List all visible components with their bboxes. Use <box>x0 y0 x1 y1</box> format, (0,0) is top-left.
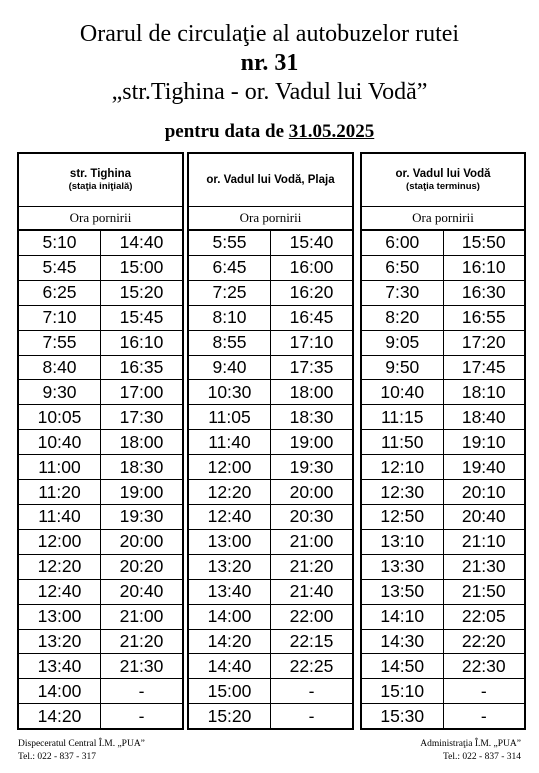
departure-time: 22:20 <box>443 630 525 654</box>
table-row <box>189 505 352 530</box>
stop-name: str. Tighina <box>69 168 132 180</box>
departure-time: 16:10 <box>100 331 182 355</box>
departure-time: 17:30 <box>100 405 182 429</box>
table-row <box>189 654 352 679</box>
departure-time: 15:50 <box>443 231 525 255</box>
departure-time: 19:10 <box>443 430 525 454</box>
table-row <box>362 331 524 356</box>
departure-time: 14:40 <box>100 231 182 255</box>
departure-time: 12:40 <box>37 581 82 602</box>
table-row <box>19 505 182 530</box>
departure-time: 22:30 <box>443 654 525 678</box>
timetable-vadul-lui-voda-plaja <box>187 152 354 730</box>
table-row <box>19 630 182 655</box>
table-row <box>189 380 352 405</box>
departure-time: 14:20 <box>37 705 82 726</box>
departure-time: 20:40 <box>100 580 182 604</box>
table-row <box>362 555 524 580</box>
table-row <box>19 231 182 256</box>
table-row <box>362 455 524 480</box>
footer-dispatch-contact <box>18 738 145 764</box>
departure-time: 6:00 <box>385 232 420 253</box>
departure-time: 16:35 <box>100 356 182 380</box>
table-row <box>19 480 182 505</box>
departure-time: 12:00 <box>207 456 252 477</box>
departure-time: 9:40 <box>212 356 247 377</box>
departure-time: 14:50 <box>380 655 425 676</box>
table-row <box>189 405 352 430</box>
departure-time: 18:00 <box>100 430 182 454</box>
departure-time: 21:40 <box>270 580 352 604</box>
column-label: Ora pornirii <box>19 207 182 231</box>
departure-time: 17:35 <box>270 356 352 380</box>
departure-time: 21:20 <box>100 630 182 654</box>
departure-time: 22:00 <box>270 605 352 629</box>
table-row <box>362 405 524 430</box>
table-row <box>362 281 524 306</box>
departure-time: 22:15 <box>270 630 352 654</box>
departure-time: 9:05 <box>385 332 420 353</box>
table-row <box>362 654 524 679</box>
departure-time: 21:20 <box>270 555 352 579</box>
departure-time: 18:10 <box>443 380 525 404</box>
departure-time: 21:50 <box>443 580 525 604</box>
table-row <box>189 430 352 455</box>
departure-time: 10:40 <box>380 381 425 402</box>
departure-time: - <box>270 704 352 728</box>
departure-time: 21:10 <box>443 530 525 554</box>
document-title <box>0 20 539 107</box>
departure-time: 13:20 <box>207 556 252 577</box>
table-row <box>362 505 524 530</box>
departure-rows <box>362 231 524 728</box>
departure-time: 19:40 <box>443 455 525 479</box>
departure-time: 12:30 <box>380 481 425 502</box>
table-row <box>362 231 524 256</box>
departure-time: - <box>443 704 525 728</box>
table-row <box>362 605 524 630</box>
departure-time: 6:45 <box>212 257 247 278</box>
departure-time: 11:00 <box>38 456 81 477</box>
title-route-name: „str.Tighina - or. Vadul lui Vodă” <box>111 79 428 105</box>
table-row <box>362 679 524 704</box>
table-row <box>362 356 524 381</box>
table-header <box>189 154 352 207</box>
table-row <box>19 455 182 480</box>
departure-time: 14:30 <box>380 630 425 651</box>
table-row <box>362 480 524 505</box>
departure-time: 15:00 <box>100 256 182 280</box>
departure-time: 17:10 <box>270 331 352 355</box>
departure-time: 19:00 <box>270 430 352 454</box>
timetable-str-tighina <box>17 152 184 730</box>
departure-time: 14:20 <box>207 630 252 651</box>
departure-time: 12:40 <box>207 506 252 527</box>
table-row <box>362 530 524 555</box>
departure-time: 12:50 <box>380 506 425 527</box>
table-row <box>189 256 352 281</box>
departure-rows <box>189 231 352 728</box>
departure-time: 20:00 <box>270 480 352 504</box>
departure-time: 10:40 <box>37 431 82 452</box>
departure-time: - <box>100 679 182 703</box>
stop-name: or. Vadul lui Vodă, Plaja <box>206 174 335 186</box>
table-row <box>362 430 524 455</box>
table-row <box>189 555 352 580</box>
table-row <box>19 405 182 430</box>
departure-time: - <box>443 679 525 703</box>
table-row <box>189 331 352 356</box>
departure-time: 12:20 <box>207 481 252 502</box>
departure-time: 13:40 <box>207 581 252 602</box>
departure-time: 11:50 <box>381 431 424 452</box>
departure-time: 13:10 <box>380 531 425 552</box>
table-row <box>189 455 352 480</box>
departure-time: 7:25 <box>212 282 247 303</box>
departure-time: 8:55 <box>212 332 247 353</box>
departure-time: 9:30 <box>42 381 77 402</box>
departure-time: - <box>100 704 182 728</box>
table-row <box>362 256 524 281</box>
administration-phone: Tel.: 022 - 837 - 314 <box>443 752 521 762</box>
departure-time: 15:45 <box>100 306 182 330</box>
departure-time: 10:30 <box>207 381 252 402</box>
table-row <box>189 306 352 331</box>
departure-time: 11:20 <box>38 481 81 502</box>
timetables <box>0 152 539 732</box>
dispatch-name: Dispeceratul Central Î.M. „PUA” <box>18 739 145 749</box>
departure-time: 11:15 <box>381 406 424 427</box>
departure-time: 12:10 <box>380 456 425 477</box>
footer-administration-contact <box>420 738 521 764</box>
departure-time: 11:05 <box>208 406 251 427</box>
departure-time: 19:30 <box>270 455 352 479</box>
table-row <box>189 580 352 605</box>
departure-time: 15:20 <box>207 705 252 726</box>
table-row <box>19 430 182 455</box>
title-route-number: nr. 31 <box>240 50 299 76</box>
departure-time: 12:00 <box>37 531 82 552</box>
departure-time: 22:05 <box>443 605 525 629</box>
column-label: Ora pornirii <box>189 207 352 231</box>
table-row <box>362 630 524 655</box>
departure-time: 20:00 <box>100 530 182 554</box>
table-row <box>19 281 182 306</box>
table-header <box>19 154 182 207</box>
table-row <box>189 605 352 630</box>
departure-time: 17:45 <box>443 356 525 380</box>
table-row <box>19 306 182 331</box>
table-row <box>19 679 182 704</box>
departure-time: 8:40 <box>42 356 77 377</box>
table-row <box>189 530 352 555</box>
departure-time: 10:05 <box>37 406 82 427</box>
table-row <box>189 630 352 655</box>
departure-time: 20:20 <box>100 555 182 579</box>
departure-time: 13:50 <box>380 581 425 602</box>
departure-time: 14:00 <box>207 606 252 627</box>
departure-time: - <box>270 679 352 703</box>
stop-type: (staţia terminus) <box>406 181 480 192</box>
departure-time: 21:30 <box>443 555 525 579</box>
stop-name: or. Vadul lui Vodă <box>395 168 491 180</box>
table-row <box>19 256 182 281</box>
date-prefix: pentru data de <box>164 121 289 142</box>
table-row <box>189 231 352 256</box>
departure-time: 7:30 <box>385 282 420 303</box>
table-row <box>189 281 352 306</box>
departure-time: 14:00 <box>37 680 82 701</box>
table-row <box>189 679 352 704</box>
departure-time: 11:40 <box>208 431 251 452</box>
table-row <box>19 331 182 356</box>
departure-time: 16:20 <box>270 281 352 305</box>
departure-time: 17:20 <box>443 331 525 355</box>
departure-time: 5:55 <box>212 232 247 253</box>
departure-time: 16:45 <box>270 306 352 330</box>
departure-time: 5:10 <box>42 232 77 253</box>
departure-time: 17:00 <box>100 380 182 404</box>
departure-time: 18:30 <box>270 405 352 429</box>
departure-time: 22:25 <box>270 654 352 678</box>
departure-time: 11:40 <box>38 506 81 527</box>
departure-time: 8:10 <box>212 307 247 328</box>
departure-time: 13:40 <box>37 655 82 676</box>
departure-time: 13:00 <box>207 531 252 552</box>
departure-time: 18:30 <box>100 455 182 479</box>
departure-time: 21:30 <box>100 654 182 678</box>
table-row <box>362 306 524 331</box>
departure-time: 19:00 <box>100 480 182 504</box>
departure-rows <box>19 231 182 728</box>
departure-time: 5:45 <box>42 257 77 278</box>
departure-time: 13:00 <box>37 606 82 627</box>
departure-time: 14:40 <box>207 655 252 676</box>
departure-time: 12:20 <box>37 556 82 577</box>
departure-time: 13:20 <box>37 630 82 651</box>
departure-time: 6:50 <box>385 257 420 278</box>
date-value: 31.05.2025 <box>288 121 375 142</box>
departure-time: 19:30 <box>100 505 182 529</box>
departure-time: 14:10 <box>380 606 425 627</box>
table-row <box>189 480 352 505</box>
departure-time: 20:10 <box>443 480 525 504</box>
table-row <box>362 580 524 605</box>
stop-type: (staţia iniţială) <box>68 181 133 192</box>
table-row <box>19 555 182 580</box>
timetable-vadul-lui-voda-terminus <box>360 152 526 730</box>
departure-time: 15:10 <box>380 680 425 701</box>
departure-time: 16:30 <box>443 281 525 305</box>
table-row <box>19 605 182 630</box>
table-row <box>19 530 182 555</box>
departure-time: 21:00 <box>100 605 182 629</box>
departure-time: 20:40 <box>443 505 525 529</box>
departure-time: 15:00 <box>207 680 252 701</box>
table-row <box>189 704 352 728</box>
departure-time: 16:55 <box>443 306 525 330</box>
table-row <box>19 704 182 728</box>
column-label: Ora pornirii <box>362 207 524 231</box>
departure-time: 16:00 <box>270 256 352 280</box>
table-row <box>19 654 182 679</box>
departure-time: 15:30 <box>380 705 425 726</box>
departure-time: 15:20 <box>100 281 182 305</box>
departure-time: 13:30 <box>380 556 425 577</box>
dispatch-phone: Tel.: 022 - 837 - 317 <box>18 752 96 762</box>
departure-time: 18:00 <box>270 380 352 404</box>
table-header <box>362 154 524 207</box>
table-row <box>362 704 524 728</box>
schedule-date <box>0 121 539 143</box>
departure-time: 15:40 <box>270 231 352 255</box>
departure-time: 6:25 <box>42 282 77 303</box>
departure-time: 16:10 <box>443 256 525 280</box>
table-row <box>189 356 352 381</box>
table-row <box>362 380 524 405</box>
table-row <box>19 356 182 381</box>
administration-name: Administraţia Î.M. „PUA” <box>420 739 521 749</box>
departure-time: 18:40 <box>443 405 525 429</box>
departure-time: 20:30 <box>270 505 352 529</box>
departure-time: 7:10 <box>42 307 77 328</box>
table-row <box>19 380 182 405</box>
title-line-schedule: Orarul de circulaţie al autobuzelor rutei <box>79 21 460 47</box>
departure-time: 8:20 <box>385 307 420 328</box>
table-row <box>19 580 182 605</box>
departure-time: 7:55 <box>42 332 77 353</box>
departure-time: 21:00 <box>270 530 352 554</box>
departure-time: 9:50 <box>385 356 420 377</box>
